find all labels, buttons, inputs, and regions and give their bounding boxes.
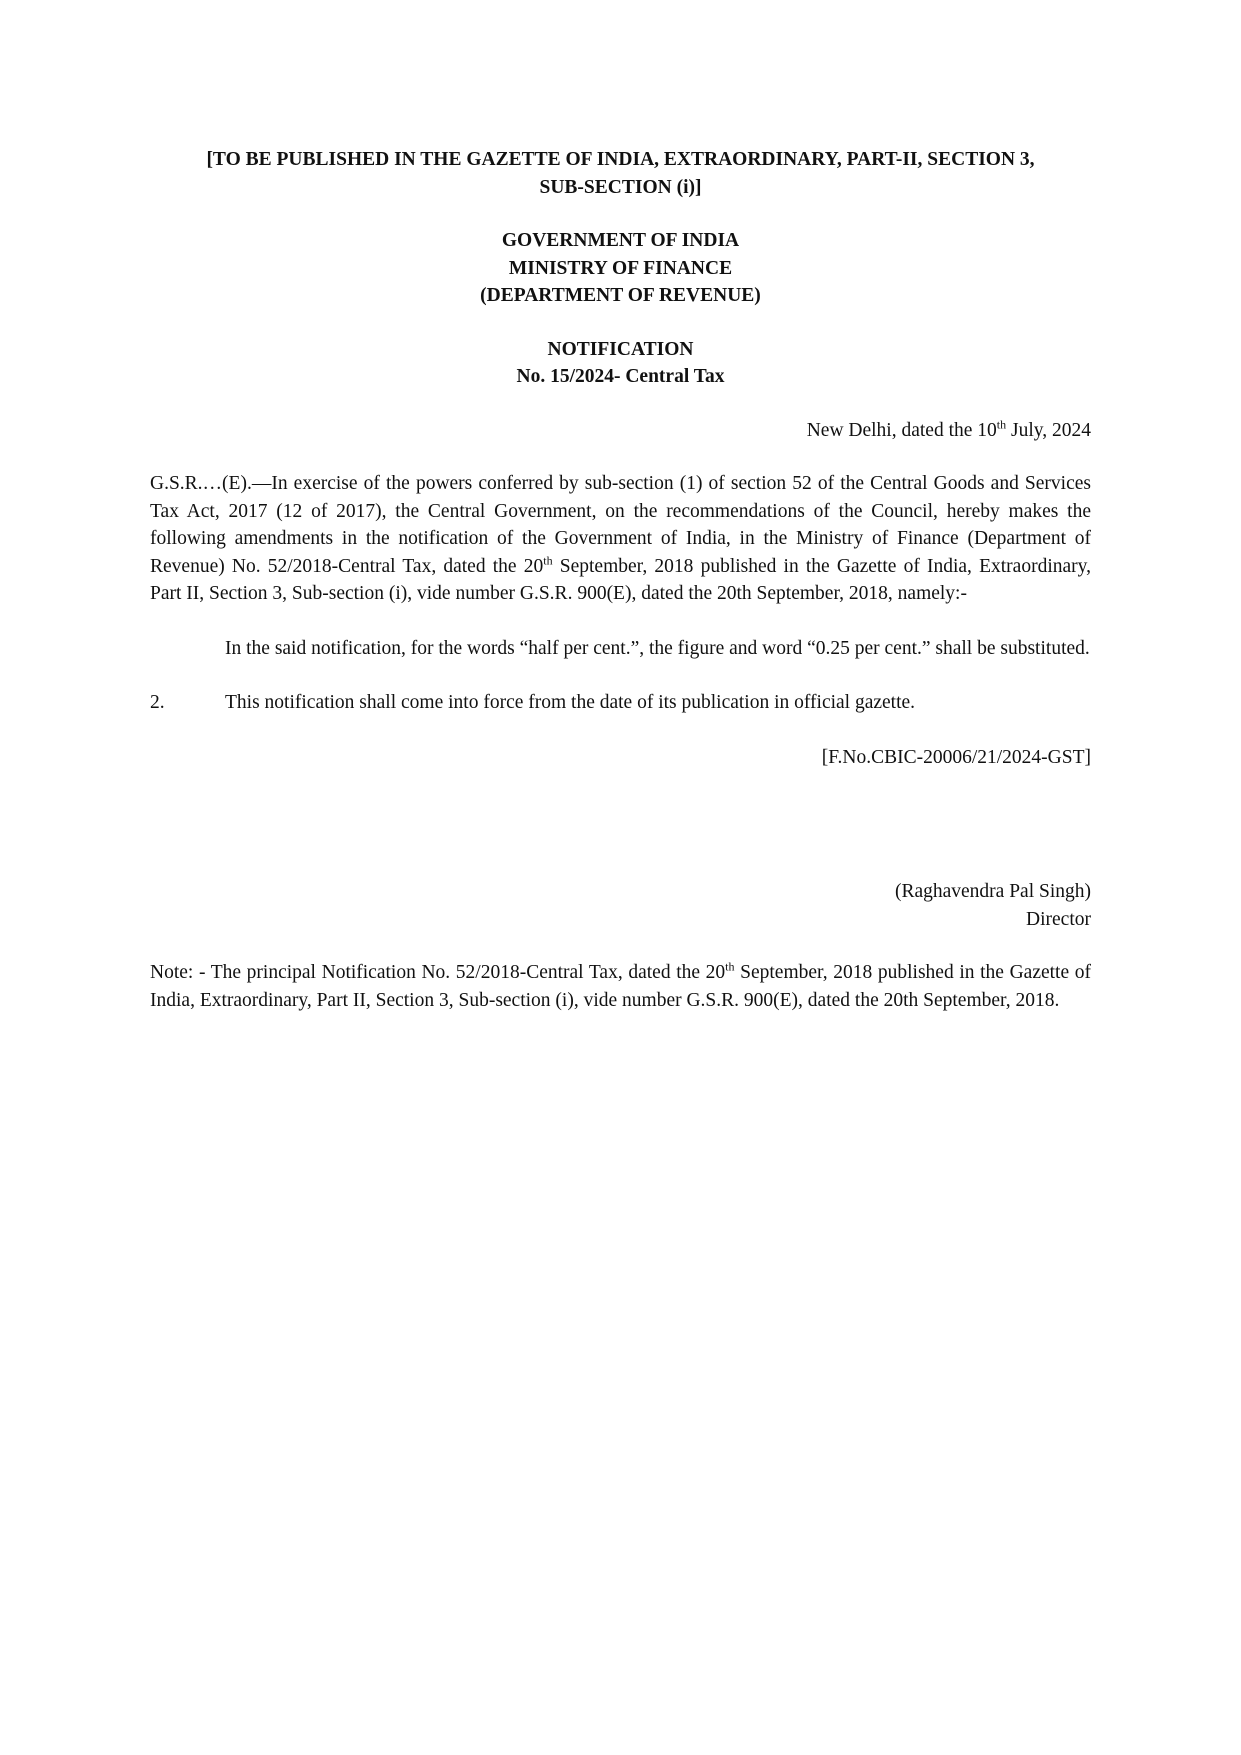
date-ordinal: th <box>996 417 1007 431</box>
gazette-heading <box>150 146 1091 201</box>
issue-date <box>150 417 1091 445</box>
date-prefix: New Delhi, dated the 10 <box>806 419 997 441</box>
gazette-heading-line-1: [TO BE PUBLISHED IN THE GAZETTE OF INDIA, EXTRAORDINARY, PART-II, SECTION 3, <box>206 149 1035 170</box>
note-text-a: Note: - The principal Notification No. 52/2018-Central Tax, dated the 20 <box>150 962 726 983</box>
notification-title <box>150 336 1091 391</box>
paragraph-amendment: In the said notification, for the words “half per cent.”, the figure and word “0.25 per cent.” shall be substituted. <box>225 637 1090 659</box>
signature-block <box>150 878 1091 933</box>
note-paragraph <box>150 959 1091 1014</box>
preamble-text-a: G.S.R.…(E).—In exercise of the powers conferred by sub-section (1) of section 52 of the Central Goods and Services Tax Act, 2017 (12 of 2017), the Central Government, on the recommendations of the Council, hereby makes the following amendments in the notification of the Government of India, in the Ministry of Finance (Department of Revenue) No. 52/2018-Central Tax, dated the 20 <box>150 473 1091 577</box>
signatory-designation: Director <box>1026 908 1091 930</box>
preamble-ordinal: th <box>543 553 553 567</box>
ministry-name: MINISTRY OF FINANCE <box>508 257 733 279</box>
file-number: [F.No.CBIC-20006/21/2024-GST] <box>821 746 1091 768</box>
paragraph-commencement <box>150 689 1091 717</box>
notification-label: NOTIFICATION <box>547 338 694 360</box>
department-name: (DEPARTMENT OF REVENUE) <box>480 285 761 306</box>
gazette-heading-line-2: SUB-SECTION (i)] <box>539 176 702 198</box>
preamble-text-b: September, 2018 published in the Gazette of India, Extraordinary, Part II, Section 3, Sub-section (i), vide number G.S.R. 900(E), dated the 20th September, 2018, namely:- <box>150 555 1091 604</box>
issuing-authority <box>150 227 1091 310</box>
date-suffix: July, 2024 <box>1006 419 1091 441</box>
government-name: GOVERNMENT OF INDIA <box>501 230 740 251</box>
note-ordinal: th <box>725 959 735 974</box>
signatory-name: (Raghavendra Pal Singh) <box>894 881 1091 902</box>
notification-number: No. 15/2024- Central Tax <box>516 366 725 387</box>
note-text-b: September, 2018 published in the Gazette of India, Extraordinary, Part II, Section 3, Sub-section (i), vide number G.S.R. 900(E), dated the 20th September, 2018. <box>150 962 1091 1011</box>
paragraph-number: 2. <box>150 692 165 713</box>
paragraph-preamble <box>150 470 1091 608</box>
commencement-text: This notification shall come into force from the date of its publication in official gazette. <box>225 692 916 713</box>
